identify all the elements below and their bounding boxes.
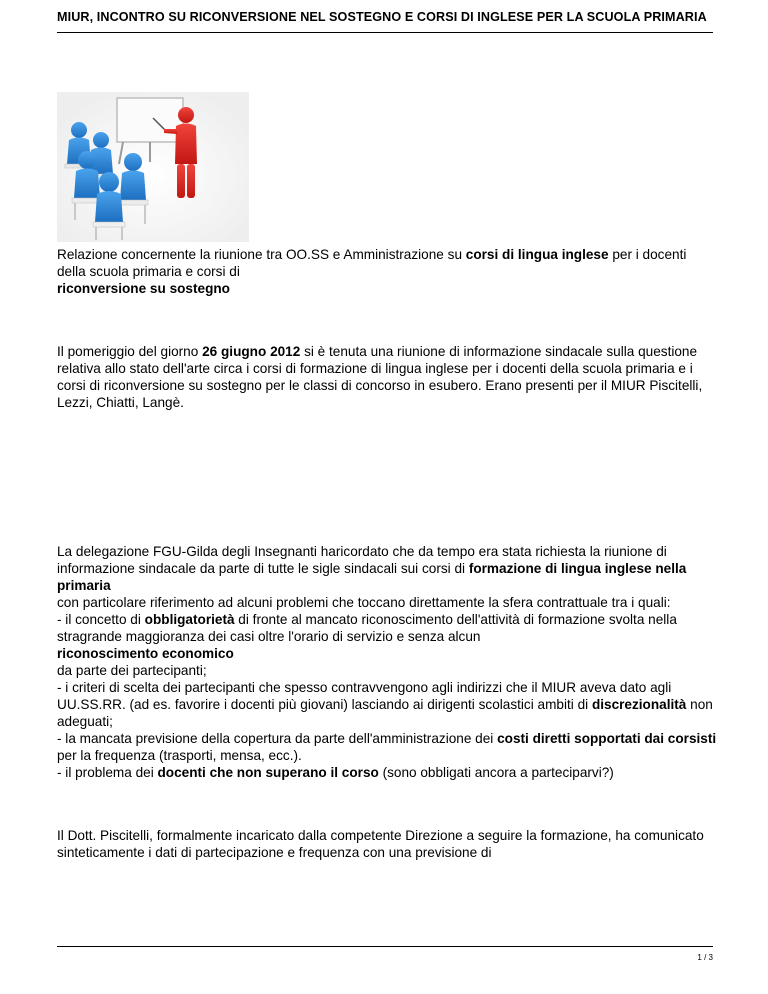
meeting-paragraph: Il pomeriggio del giorno 26 giugno 2012 si è tenuta una riunione di informazione sindacale sulla questione relativa allo stato dell'arte circa i corsi di formazione di lingua inglese per i docenti della scuola primaria e i corsi di riconversione su sostegno per le classi di concorso in esubero. Erano presenti per il MIUR Piscitelli, Lezzi, Chiatti, Langè. — [57, 344, 703, 410]
delegation-paragraph: La delegazione FGU-Gilda degli Insegnanti haricordato che da tempo era stata richiesta la riunione di informazione sindacale da parte di tutte le sigle sindacali sui corsi di formazione di lingua inglese nella primaria con particolare riferimento ad alcuni problemi che toccano direttamente la sfera contrattuale tra i quali: - il concetto di obbligatorietà di fronte al mancato riconoscimento dell'attività di formazione svolta nella stragrande maggioranza dei casi oltre l'orario di servizio e senza alcun riconoscimento economico da parte dei partecipanti; - i criteri di scelta dei partecipanti che spesso contravvengono agli indirizzi che il MIUR aveva dato agli UU.SS.RR. (ad es. favorire i docenti più giovani) lasciando ai dirigenti scolastici ambiti di discrezionalità non adeguati; - la mancata previsione della copertura da parte dell'amministrazione dei costi diretti sopportati dai corsisti per la frequenza (trasporti, mensa, ecc.). - il problema dei docenti che non superano il corso (sono obbligati ancora a parteciparvi?) — [57, 544, 717, 780]
header-divider — [57, 32, 713, 33]
footer-divider — [57, 946, 713, 947]
page-header-title: MIUR, INCONTRO SU RICONVERSIONE NEL SOSTEGNO E CORSI DI INGLESE PER LA SCUOLA PRIMARIA — [57, 10, 707, 24]
piscitelli-paragraph: Il Dott. Piscitelli, formalmente incaricato dalla competente Direzione a seguire la formazione, ha comunicato sinteticamente i dati di partecipazione e frequenza con una previsione di — [57, 828, 704, 860]
page-number: 1 / 3 — [697, 953, 713, 962]
classroom-illustration — [57, 92, 249, 242]
intro-paragraph: Relazione concernente la riunione tra OO.SS e Amministrazione su corsi di lingua inglese per i docenti della scuola primaria e corsi di riconversione su sostegno — [57, 247, 687, 296]
document-body — [57, 246, 717, 861]
